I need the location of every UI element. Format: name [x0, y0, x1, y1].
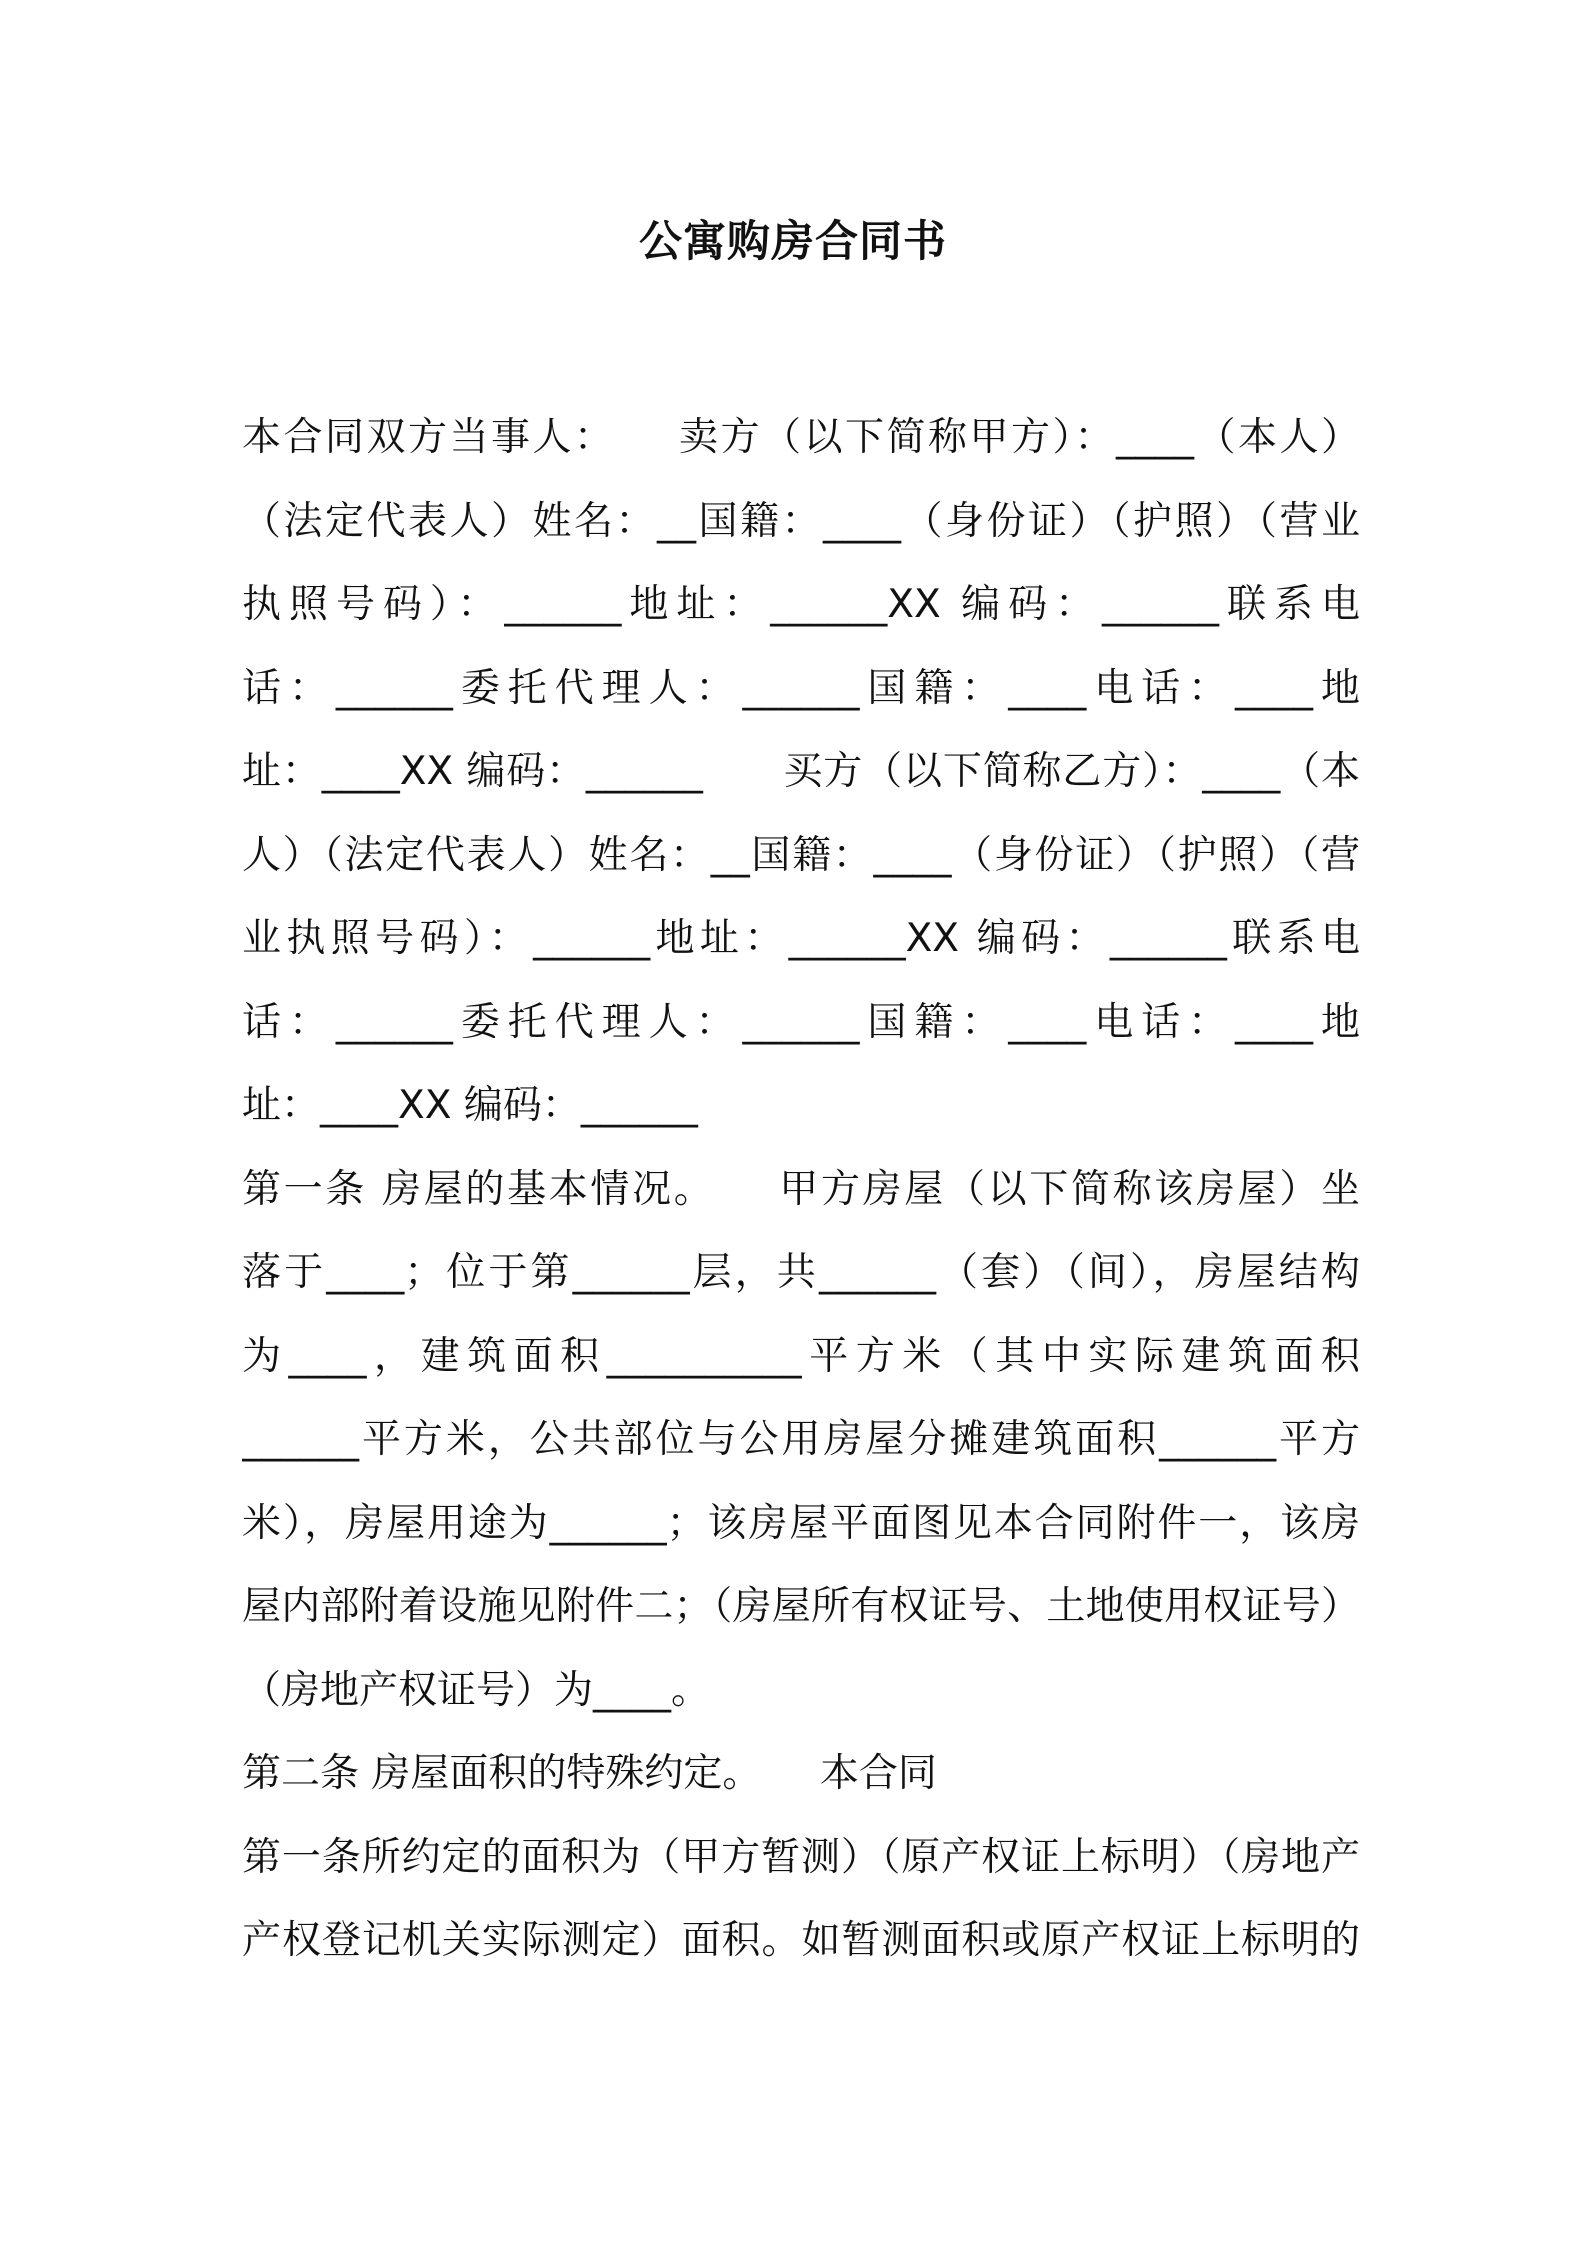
body-line: 址：____XX 编码：______ 买方（以下简称乙方）：____（本 — [242, 749, 1360, 794]
body-line: 话：______委托代理人：______国籍：____电话：____地 — [242, 665, 1360, 711]
body-line: 话：______委托代理人：______国籍：____电话：____地 — [242, 999, 1360, 1045]
body-line: 为____，建筑面积__________平方米（其中实际建筑面积 — [242, 1333, 1360, 1379]
body-line: 第一条 房屋的基本情况。 甲方房屋（以下简称该房屋）坐 — [242, 1166, 1360, 1212]
body-line: （房地产权证号）为____。 — [242, 1667, 711, 1713]
body-line: 屋内部附着设施见附件二；（房屋所有权证号、土地使用权证号） — [242, 1584, 1360, 1629]
body-line: 本合同双方当事人： 卖方（以下简称甲方）：____（本人） — [242, 415, 1360, 460]
body-line: 执照号码）：______地址：______XX 编码：______联系电 — [242, 582, 1360, 627]
body-line: 人）（法定代表人）姓名：__国籍：____（身份证）（护照）（营 — [242, 832, 1360, 878]
body-line: 第二条 房屋面积的特殊约定。 本合同 — [242, 1751, 937, 1796]
body-line: 第一条所约定的面积为（甲方暂测）（原产权证上标明）（房地产 — [242, 1834, 1360, 1880]
body-line: 业执照号码）：______地址：______XX 编码：______联系电 — [242, 916, 1360, 961]
document-title: 公寓购房合同书 — [639, 217, 947, 267]
body-line: 米），房屋用途为______；该房屋平面图见本合同附件一，该房 — [242, 1500, 1360, 1546]
body-line: （法定代表人）姓名：__国籍：____（身份证）（护照）（营业 — [242, 498, 1360, 544]
body-line: ______平方米，公共部位与公用房屋分摊建筑面积______平方 — [242, 1417, 1360, 1462]
body-line: 产权登记机关实际测定）面积。如暂测面积或原产权证上标明的 — [242, 1918, 1360, 1963]
body-line: 落于____；位于第______层，共______（套）（间），房屋结构 — [242, 1250, 1360, 1295]
body-line: 址：____XX 编码：______ — [242, 1083, 698, 1128]
